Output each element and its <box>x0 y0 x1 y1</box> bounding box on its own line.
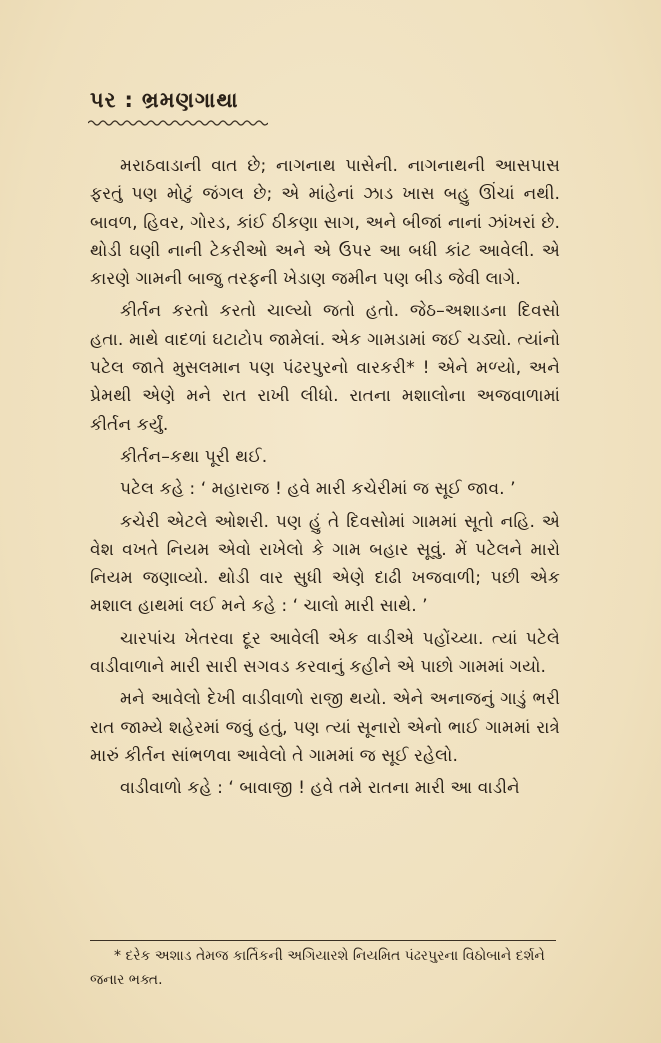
footnote: * દરેક અશાડ તેમજ કાર્તિકની અગિયારશે નિયમિત પંઢરપુરના વિઠોબાને દર્શને જનાર ભક્ત. <box>90 948 545 988</box>
paragraph-6: ચારપાંચ ખેતરવા દૂર આવેલી એક વાડીએ પહોંચ્યા. ત્યાં પટેલે વાડીવાળાને મારી સારી સગવડ કરવાનું કહીને એ પાછો ગામમાં ગયો. <box>90 628 560 678</box>
footnote-divider <box>90 940 556 941</box>
header-separator: : <box>124 88 134 112</box>
decorative-wavy-underline <box>88 118 268 128</box>
page-number: પર <box>90 88 117 112</box>
body-text <box>90 152 560 803</box>
paragraph-1: મરાઠવાડાની વાત છે; નાગનાથ પાસેની. નાગનાથની આસપાસ ફરતું પણ મોટું જંગલ છે; એ માંહેનાં ઝાડ ખાસ બહુ ઊંચાં નથી. બાવળ, હિવર, ગોરડ, કાંઈ ઠીકણા સાગ, અને બીજાં નાનાં ઝાંખરાં છે. થોડી ઘણી નાની ટેકરીઓ અને એ ઉપર આ બધી કાંટ આવેલી. એ કારણે ગામની બાજુ તરફની ખેડાણ જમીન પણ બીડ જેવી લાગે. <box>90 156 560 290</box>
paragraph-8: વાડીવાળો કહે : ‘ બાવાજી ! હવે તમે રાતના મારી આ વાડીને <box>120 778 520 799</box>
running-title: ભ્રમણગાથા <box>141 88 239 112</box>
paragraph-2: કીર્તન કરતો કરતો ચાલ્યો જતો હતો. જેઠ–અશાડના દિવસો હતા. માથે વાદળાં ઘટાટોપ જામેલાં. એક ગામડામાં જઈ ચડ્યો. ત્યાંનો પટેલ જાતે મુસલમાન પણ પંઢરપુરનો વારકરી* ! એને મળ્યો, અને પ્રેમથી એણે મને રાત રાખી લીધો. રાતના મશાલોના અજવાળામાં કીર્તન કર્યું. <box>90 301 560 435</box>
paragraph-4: પટેલ કહે : ‘ મહારાજ ! હવે મારી કચેરીમાં જ સૂઈ જાવ. ’ <box>120 479 516 500</box>
paragraph-3: કીર્તન–કથા પૂરી થઈ. <box>120 446 268 467</box>
paragraph-7: મને આવેલો દેખી વાડીવાળો રાજી થયો. એને અનાજનું ગાડું ભરી રાત જામ્યે શહેરમાં જવું હતું, પણ ત્યાં સૂનારો એનો ભાઈ ગામમાં રાત્રે મારું કીર્તન સાંભળવા આવેલો તે ગામમાં જ સૂઈ રહેલો. <box>90 689 560 766</box>
page-header <box>90 88 239 113</box>
paragraph-5: કચેરી એટલે ઓશરી. પણ હું તે દિવસોમાં ગામમાં સૂતો નહિ. એ વેશ વખતે નિયમ એવો રાખેલો કે ગામ બહાર સૂવું. મેં પટેલને મારો નિયમ જણાવ્યો. થોડી વાર સુધી એણે દાઢી ખજવાળી; પછી એક મશાલ હાથમાં લઈ મને કહે : ‘ ચાલો મારી સાથે. ’ <box>90 511 560 617</box>
